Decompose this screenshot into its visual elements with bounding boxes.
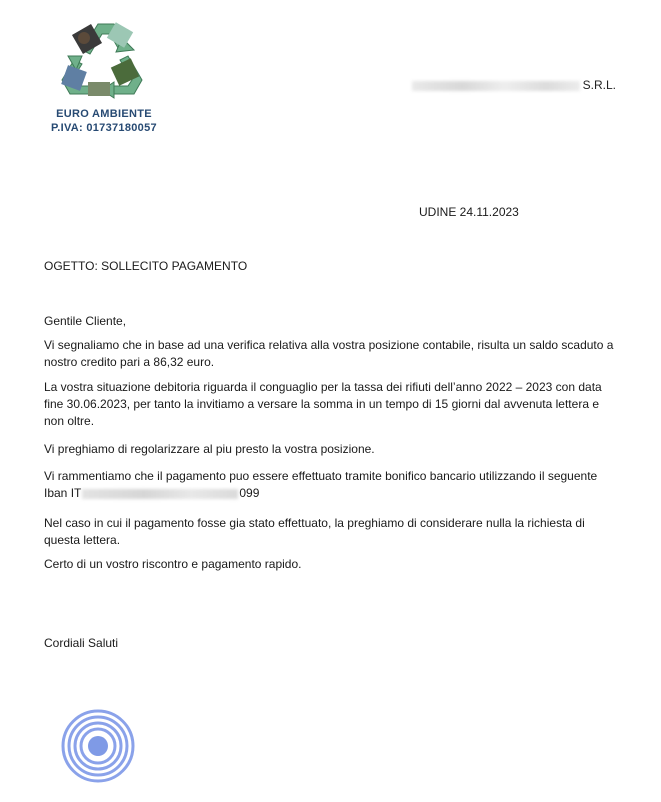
letter-greeting: Gentile Cliente,: [44, 314, 127, 328]
iban-prefix: Iban IT: [44, 486, 82, 500]
company-vat-number: P.IVA: 01737180057: [51, 122, 157, 134]
paragraph-already-paid: Nel caso in cui il pagamento fosse gia stato effettuato, la preghiamo di considerare nulla la richiesta di questa lettera.: [44, 516, 585, 547]
letter-closing: Cordiali Saluti: [44, 636, 119, 650]
paragraph-closing-remark: Certo di un vostro riscontro e pagamento rapido.: [44, 557, 302, 571]
paragraph-balance: Vi segnaliamo che in base ad una verifica relativa alla vostra posizione contabile, risulta un saldo scaduto a nostro credito pari a 86,32 euro.: [44, 338, 614, 369]
iban-suffix: 099: [239, 486, 260, 500]
letter-subject: OGETTO: SOLLECITO PAGAMENTO: [44, 259, 248, 273]
letter-date: UDINE 24.11.2023: [419, 205, 519, 219]
paragraph-request: Vi preghiamo di regolarizzare al piu presto la vostra posizione.: [44, 442, 375, 456]
recycling-logo-icon: [54, 16, 150, 104]
redacted-recipient-name: [412, 81, 580, 91]
paragraph-debt-details: La vostra situazione debitoria riguarda il conguaglio per la tassa dei rifiuti dell’anno 2022 – 2023 con data fine 30.06.2023, per tanto la invitiamo a versare la somma in un tempo di 15 giorni dal avvenuta lettera e non oltre.: [44, 380, 602, 428]
payment-method-text: Vi rammentiamo che il pagamento puo essere effettuato tramite bonifico bancario utilizzando il seguente: [44, 469, 598, 483]
paragraph-payment-method: [44, 468, 619, 502]
company-name: EURO AMBIENTE: [56, 108, 152, 120]
redacted-iban: [82, 489, 238, 499]
recipient-suffix: S.R.L.: [582, 78, 616, 92]
stamp-seal-icon: [60, 708, 136, 784]
recipient-name: [412, 78, 616, 92]
